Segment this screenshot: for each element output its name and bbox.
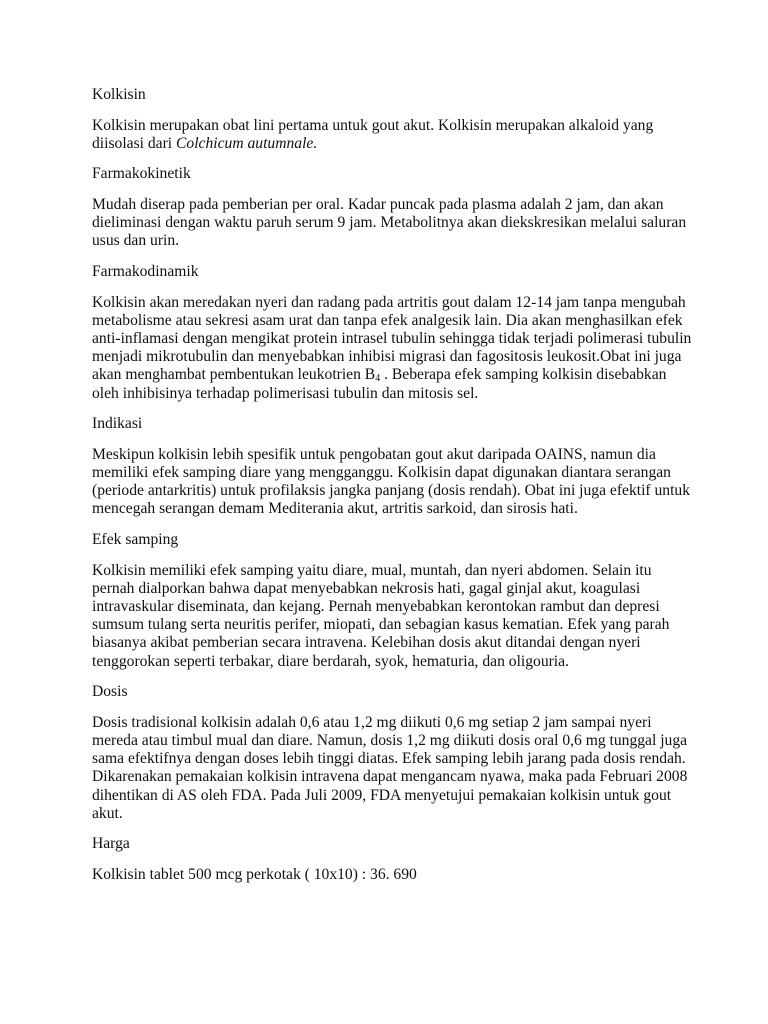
farmakodinamik-text-a: Kolkisin akan meredakan nyeri dan radang pada artritis gout dalam 12-14 jam tanpa mengubah metabolisme atau sekresi asam urat dan tanpa efek analgesik lain. Dia akan menghasilkan efek anti-inflamasi dengan mengikat protein intrasel tubulin sehingga tidak terjadi polimerasi tubulin menjadi mikrotubulin dan menyebabkan inhibisi migrasi dan fagositosis leukosit.Obat ini juga akan menghambat pembentukan leukotrien B	[92, 293, 692, 384]
document-body	[92, 86, 692, 897]
farmakodinamik-text-b: . Beberapa efek samping kolkisin disebabkan oleh inhibisinya terhadap polimerisasi tubulin dan mitosis sel.	[92, 366, 667, 402]
farmakokinetik-paragraph: Mudah diserap pada pemberian per oral. Kadar puncak pada plasma adalah 2 jam, dan akan dieliminasi dengan waktu paruh serum 9 jam. Metabolitnya akan diekskresikan melalui saluran usus dan urin.	[92, 195, 687, 250]
intro-paragraph	[92, 117, 692, 153]
harga-paragraph: Kolkisin tablet 500 mcg perkotak ( 10x10) : 36. 690	[92, 865, 417, 883]
leukotriene-subscript: 4	[375, 373, 381, 385]
indikasi-heading: Indikasi	[92, 415, 143, 433]
intro-text: Kolkisin merupakan obat lini pertama untuk gout akut. Kolkisin merupakan alkaloid yang diisolasi dari	[92, 116, 654, 152]
efek-samping-paragraph: Kolkisin memiliki efek samping yaitu diare, mual, muntah, dan nyeri abdomen. Selain itu pernah dialporkan bahwa dapat menyebabkan nekrosis hati, gagal ginjal akut, koagulasi intravaskular diseminata, dan kejang. Pernah menyebabkan kerontokan rambut dan depresi sumsum tulang serta neuritis perifer, miopati, dan sebagian kasus kematian. Efek yang parah biasanya akibat pemberian secara intravena. Kelebihan dosis akut ditandai dengan nyeri tenggorokan seperti terbakar, diare berdarah, syok, hematuria, dan oligouria.	[92, 561, 670, 670]
farmakokinetik-heading: Farmakokinetik	[92, 165, 191, 183]
dosis-paragraph: Dosis tradisional kolkisin adalah 0,6 atau 1,2 mg diikuti 0,6 mg setiap 2 jam sampai nyeri mereda atau timbul mual dan diare. Namun, dosis 1,2 mg diikuti dosis oral 0,6 mg tunggal juga sama efektifnya dengan doses lebih tinggi diatas. Efek samping lebih jarang pada dosis rendah. Dikarenakan pemakaian kolkisin intravena dapat mengancam nyawa, maka pada Februari 2008 dihentikan di AS oleh FDA. Pada Juli 2009, FDA menyetujui pemakaian kolkisin untuk gout akut.	[92, 713, 688, 822]
farmakodinamik-paragraph	[92, 294, 692, 403]
efek-samping-heading: Efek samping	[92, 530, 179, 548]
indikasi-paragraph: Meskipun kolkisin lebih spesifik untuk pengobatan gout akut daripada OAINS, namun dia memiliki efek samping diare yang mengganggu. Kolkisin dapat digunakan diantara serangan (periode antarkritis) untuk profilaksis jangka panjang (dosis rendah). Obat ini juga efektif untuk mencegah serangan demam Mediterania akut, artritis sarkoid, dan sirosis hati.	[92, 445, 691, 518]
species-name: Colchicum autumnale.	[176, 134, 318, 152]
harga-heading: Harga	[92, 835, 130, 853]
farmakodinamik-heading: Farmakodinamik	[92, 262, 199, 280]
document-title: Kolkisin	[92, 86, 146, 103]
dosis-heading: Dosis	[92, 683, 128, 701]
